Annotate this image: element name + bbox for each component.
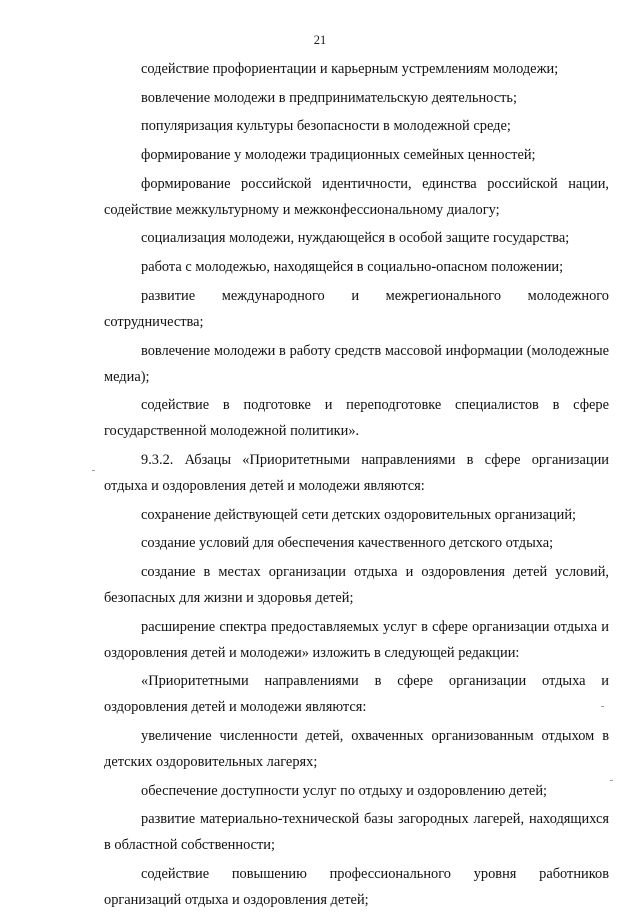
- paragraph: развитие материально-технической базы загородных лагерей, находящихся в областной собственности;: [104, 811, 609, 854]
- page-number: 21: [313, 33, 327, 47]
- paragraph: вовлечение молодежи в предпринимательскую деятельность;: [141, 89, 517, 106]
- scan-artifact: [601, 706, 604, 707]
- paragraph: создание в местах организации отдыха и оздоровления детей условий, безопасных для жизни и здоровья детей;: [104, 563, 609, 606]
- scan-artifact: [92, 470, 95, 471]
- paragraph: популяризация культуры безопасности в молодежной среде;: [141, 118, 511, 135]
- scan-artifact: [610, 780, 613, 781]
- paragraph: увеличение численности детей, охваченных организованным отдыхом в детских оздоровительных лагерях;: [104, 728, 609, 770]
- paragraph: вовлечение молодежи в работу средств массовой информации (молодежные медиа);: [104, 342, 609, 385]
- paragraph: содействие профориентации и карьерным устремлениям молодежи;: [141, 61, 559, 77]
- paragraph: развитие международного и межрегионального молодежного сотрудничества;: [104, 287, 609, 330]
- paragraph: «Приоритетными направлениями в сфере организации отдыха и оздоровления детей и молодежи являются:: [104, 673, 609, 716]
- paragraph: формирование у молодежи традиционных семейных ценностей;: [141, 147, 536, 164]
- paragraph: формирование российской идентичности, единства российской нации, содействие межкультурному и межконфессиональному диалогу;: [104, 175, 609, 218]
- paragraph: работа с молодежью, находящейся в социально-опасном положении;: [141, 259, 564, 276]
- paragraph: содействие повышению профессионального уровня работников организаций отдыха и оздоровления детей;: [104, 866, 609, 909]
- paragraph: создание условий для обеспечения качественного детского отдыха;: [141, 535, 554, 552]
- paragraph: расширение спектра предоставляемых услуг в сфере организации отдыха и оздоровления детей и молодежи» изложить в следующей редакции:: [104, 618, 609, 661]
- document-body: [104, 56, 609, 916]
- section-paragraph: 9.3.2. Абзацы «Приоритетными направлениями в сфере организации отдыха и оздоровления детей и молодежи являются:: [104, 451, 609, 494]
- paragraph: сохранение действующей сети детских оздоровительных организаций;: [141, 506, 577, 523]
- paragraph: социализация молодежи, нуждающейся в особой защите государства;: [141, 230, 570, 247]
- paragraph: обеспечение доступности услуг по отдыху и оздоровлению детей;: [141, 782, 548, 799]
- paragraph: содействие в подготовке и переподготовке специалистов в сфере государственной молодежной политики».: [104, 397, 609, 440]
